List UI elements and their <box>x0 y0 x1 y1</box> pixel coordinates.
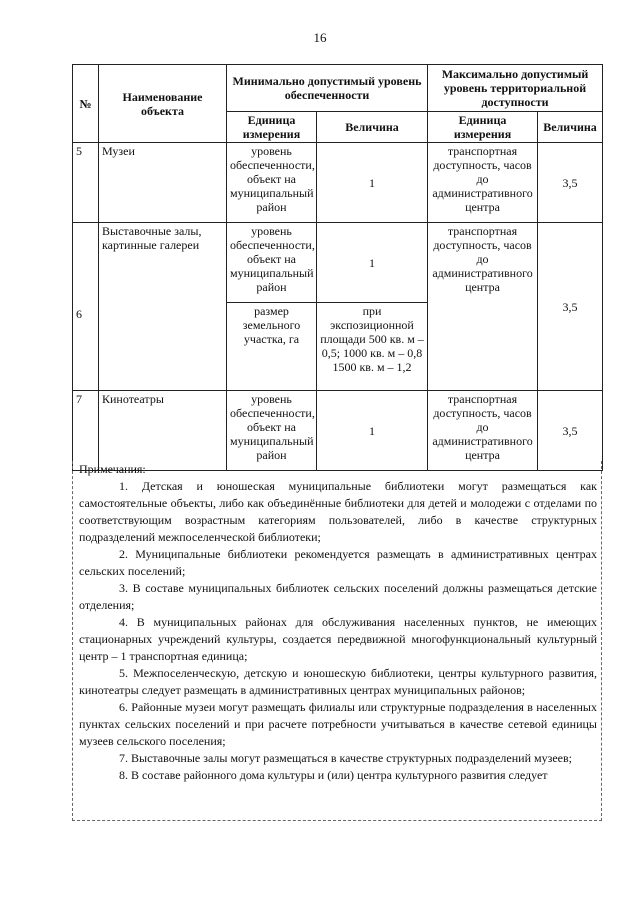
row-name: Музеи <box>99 143 227 223</box>
table-row <box>73 391 603 471</box>
row-min-value-land: при экспозиционной площади 500 кв. м – 0,5; 1000 кв. м – 0,8 1500 кв. м – 1,2 <box>317 303 428 391</box>
row-max-unit: транспортная доступность, часов до административного центра <box>428 223 538 391</box>
row-max-value: 3,5 <box>538 223 603 391</box>
notes-section <box>72 461 602 821</box>
row-min-unit: уровень обеспеченности, объект на муниципальный район <box>227 143 317 223</box>
row-max-value: 3,5 <box>538 391 603 471</box>
table-row <box>73 143 603 223</box>
page-number: 16 <box>313 30 327 45</box>
header-unit2: Единица измерения <box>428 112 538 143</box>
row-max-unit: транспортная доступность, часов до административного центра <box>428 143 538 223</box>
note-item: 2. Муниципальные библиотеки рекомендуется размещать в административных центрах сельских поселений; <box>79 547 597 578</box>
row-min-unit: уровень обеспеченности, объект на муниципальный район <box>227 391 317 471</box>
note-item: 3. В составе муниципальных библиотек сельских поселений должны размещаться детские отделения; <box>79 581 597 612</box>
row-name: Выставочные залы, картинные галереи <box>99 223 227 391</box>
table-row <box>73 223 603 303</box>
row-min-value: 1 <box>317 143 428 223</box>
row-min-unit: уровень обеспеченности, объект на муниципальный район <box>227 223 317 303</box>
row-max-value: 3,5 <box>538 143 603 223</box>
notes-title: Примечания: <box>79 462 146 476</box>
row-min-value: 1 <box>317 223 428 303</box>
standards-table <box>72 64 603 471</box>
note-item: 6. Районные музеи могут размещать филиалы или структурные подразделения в населенных пунктах сельских поселений и при расчете потребности учитываться в качестве сетевой единицы музеев сельского поселения; <box>79 700 597 748</box>
header-num: № <box>73 65 99 143</box>
note-item: 1. Детская и юношеская муниципальные библиотеки могут размещаться как самостоятельные объекты, либо как объединённые библиотеки для детей и молодежи с отделами по соответствующим возрастным категориям пользователей, либо в качестве структурных подразделений межпоселенческой библиотеки; <box>79 479 597 544</box>
header-value2: Величина <box>538 112 603 143</box>
header-unit: Единица измерения <box>227 112 317 143</box>
note-item: 7. Выставочные залы могут размещаться в качестве структурных подразделений музеев; <box>119 751 572 765</box>
note-item: 5. Межпоселенческую, детскую и юношескую библиотеки, центры культурного развития, кинотеатры следует размещать в административных центрах муниципальных районов; <box>79 666 597 697</box>
table-header-row <box>73 65 603 112</box>
row-max-unit: транспортная доступность, часов до административного центра <box>428 391 538 471</box>
row-min-value: 1 <box>317 391 428 471</box>
header-min-level: Минимально допустимый уровень обеспеченности <box>227 65 428 112</box>
row-num: 7 <box>73 391 99 471</box>
row-num: 5 <box>73 143 99 223</box>
row-name: Кинотеатры <box>99 391 227 471</box>
row-min-unit-land: размер земельного участка, га <box>227 303 317 391</box>
header-name: Наименование объекта <box>99 65 227 143</box>
note-item: 8. В составе районного дома культуры и (или) центра культурного развития следует <box>119 768 548 782</box>
header-max-access: Максимально допустимый уровень территориальной доступности <box>428 65 603 112</box>
header-value: Величина <box>317 112 428 143</box>
row-num: 6 <box>73 223 99 391</box>
note-item: 4. В муниципальных районах для обслуживания населенных пунктов, не имеющих стационарных учреждений культуры, создается передвижной многофункциональный культурный центр – 1 транспортная единица; <box>79 615 597 663</box>
